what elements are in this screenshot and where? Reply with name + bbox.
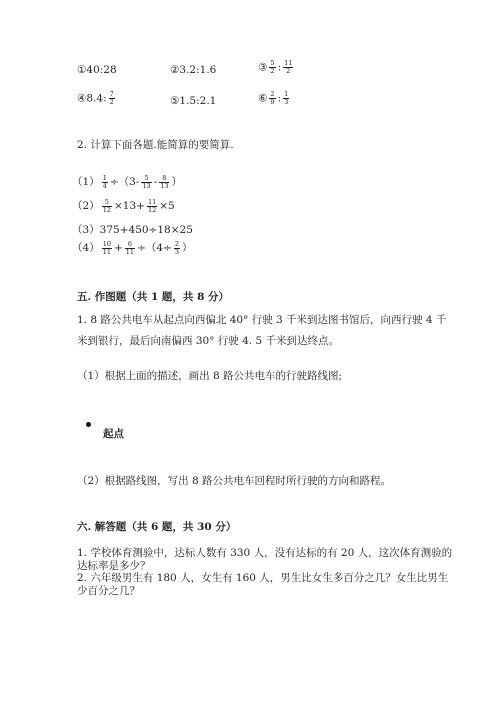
- fraction: $\frac{10}{11}$: [102, 239, 111, 256]
- start-point-dot: [86, 422, 91, 427]
- fraction: $\frac{1}{4}$: [102, 173, 107, 190]
- fraction: $\frac{6}{11}$: [125, 239, 135, 256]
- section-5-sub2: （2）根据路线图，写出 8 路公共电车回程时所行驶的方向和路程。: [77, 475, 392, 487]
- expression-1: （1） $\frac{1}{4}$ ÷（3- $\frac{5}{13}$ - $\frac{8}{13}$ ）: [72, 173, 182, 190]
- fraction: $\frac{11}{12}$: [147, 197, 157, 214]
- section-6-q1-line2: 达标率是多少？: [77, 560, 151, 572]
- expression-2: （2） $\frac{5}{12}$ ×13+ $\frac{11}{12}$ ×5: [72, 197, 175, 214]
- fraction: $\frac{5}{2}$: [270, 59, 275, 75]
- section-5-heading: 五. 作图题（共 1 题，共 8 分）: [77, 291, 230, 303]
- fraction: $\frac{1}{3}$: [284, 90, 289, 106]
- ratio-2: ②3.2:1.6: [170, 64, 217, 76]
- ratio-1: ①40:28: [77, 64, 117, 76]
- ratio-6: ⑥ $\frac{2}{9}$ : $\frac{1}{3}$: [258, 90, 289, 106]
- section-6-heading: 六. 解答题（共 6 题，共 30 分）: [77, 521, 237, 533]
- expression-3: （3）375+450÷18×25: [72, 224, 193, 236]
- question-2-title: 2. 计算下面各题.能简算的要简算.: [77, 139, 234, 151]
- fraction: $\frac{2}{9}$: [270, 90, 275, 106]
- start-label: 起点: [103, 428, 124, 440]
- expression-4: （4） $\frac{10}{11}$ + $\frac{6}{11}$ ÷（4÷ $\frac{2}{3}$ ）: [72, 239, 193, 256]
- section-6-q2-line1: 2. 六年级男生有 180 人，女生有 160 人，男生比女生多百分之几？女生比男生: [77, 572, 449, 584]
- fraction: $\frac{5}{12}$: [102, 197, 111, 214]
- fraction: $\frac{11}{2}$: [284, 59, 293, 75]
- section-6-q1-line1: 1. 学校体育测验中，达标人数有 330 人，没有达标的有 20 人，这次体育测验的: [77, 547, 453, 559]
- section-5-sub1: （1）根据上面的描述，画出 8 路公共电车的行驶路线图;: [77, 370, 343, 382]
- fraction: $\frac{8}{13}$: [160, 173, 169, 190]
- fraction: $\frac{2}{3}$: [174, 239, 179, 256]
- ratio-3: ③ $\frac{5}{2}$ : $\frac{11}{2}$: [258, 59, 293, 75]
- fraction: $\frac{5}{13}$: [142, 173, 151, 190]
- section-5-problem-line2: 米到银行，最后向南偏西 30° 行驶 4. 5 千米到达终点。: [77, 335, 339, 347]
- section-5-problem-line1: 1. 8 路公共电车从起点向西偏北 40° 行驶 3 千米到达图书馆后，向西行驶 4 千: [77, 314, 447, 326]
- fraction: $\frac{7}{2}$: [109, 90, 114, 106]
- ratio-5: ⑤1.5:2.1: [170, 95, 217, 107]
- ratio-4: ④8.4: $\frac{7}{2}$: [77, 90, 114, 106]
- section-6-q2-line2: 少百分之几？: [77, 585, 140, 597]
